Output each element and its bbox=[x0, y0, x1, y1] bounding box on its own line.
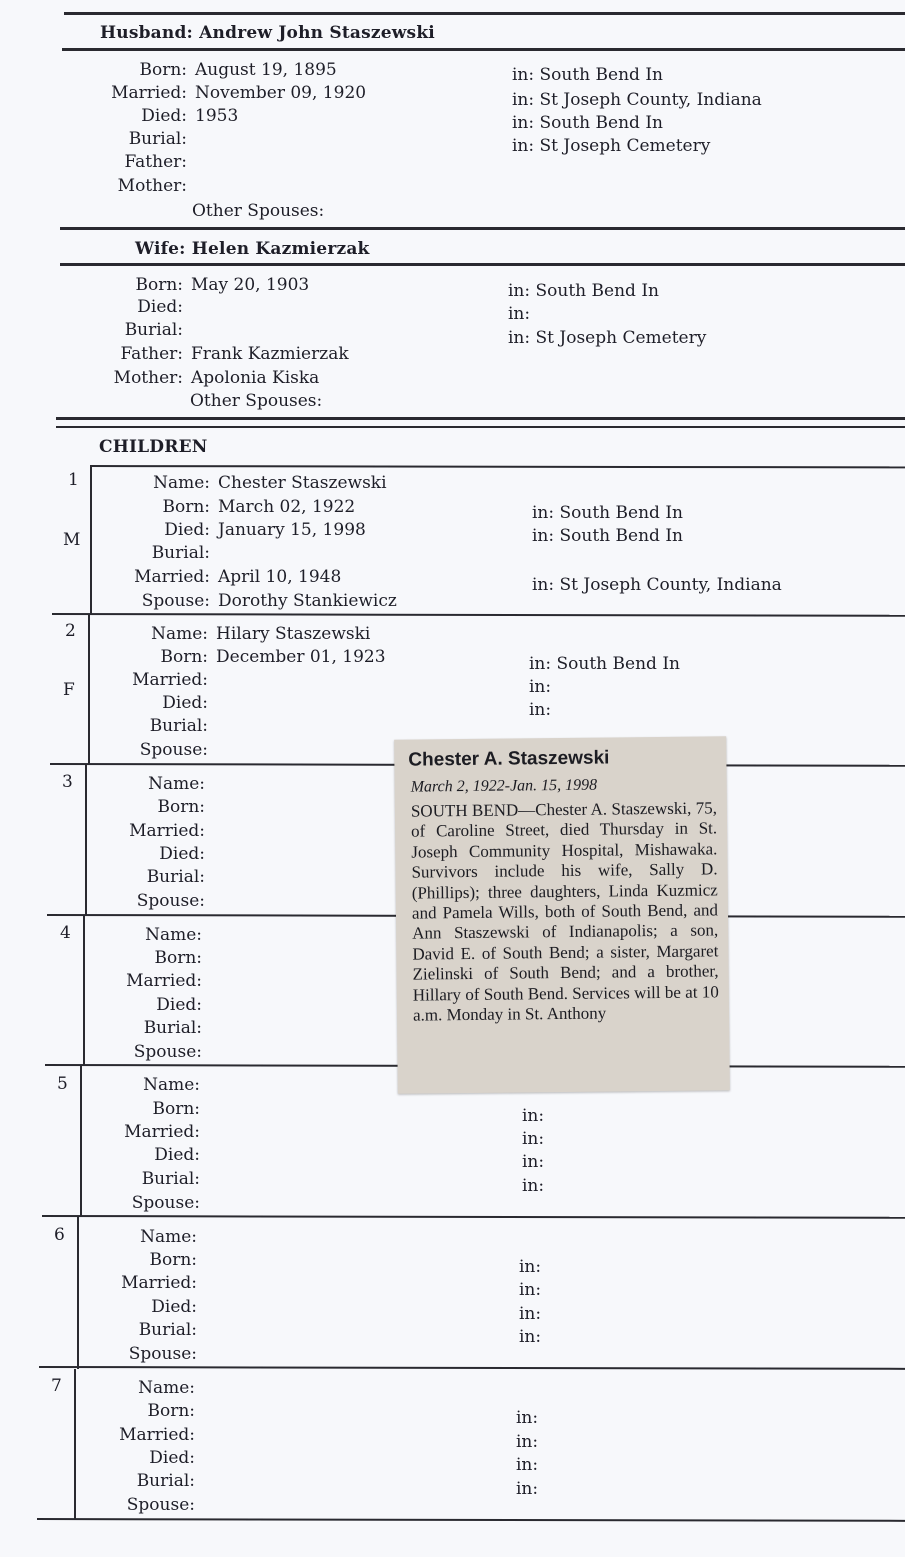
child-married: April 10, 1948 bbox=[218, 567, 342, 587]
child-label: Burial: bbox=[138, 1320, 197, 1340]
child-label: Born: bbox=[157, 797, 205, 817]
child-spouse: Dorothy Stankiewicz bbox=[218, 591, 397, 611]
child-label: Died: bbox=[149, 1448, 195, 1468]
husband-born-label: Born: bbox=[139, 60, 187, 80]
wife-top-rule bbox=[60, 227, 905, 230]
husband-died-label: Died: bbox=[141, 106, 187, 126]
child-place: in: bbox=[519, 1327, 542, 1347]
children-top-rule bbox=[56, 417, 905, 420]
child-label: Burial: bbox=[143, 1018, 202, 1038]
child-label: Name: bbox=[151, 624, 208, 644]
children-number-divider bbox=[85, 765, 87, 915]
wife-born-place: in: South Bend In bbox=[508, 281, 659, 301]
obituary-title: Chester A. Staszewski bbox=[408, 747, 610, 771]
husband-died-value: 1953 bbox=[195, 106, 239, 126]
child-label: Died: bbox=[159, 844, 205, 864]
obituary-dates: March 2, 1922-Jan. 15, 1998 bbox=[410, 776, 598, 796]
child-place: in: bbox=[516, 1408, 539, 1428]
children-bottom-rule bbox=[37, 1518, 905, 1522]
husband-burial-label: Burial: bbox=[128, 129, 187, 149]
child-place: in: bbox=[529, 700, 552, 720]
child-label: Married: bbox=[134, 567, 210, 587]
children-number-divider bbox=[74, 1369, 76, 1519]
child-label: Burial: bbox=[146, 867, 205, 887]
child-number: 1 bbox=[68, 470, 79, 490]
child-place: in: bbox=[522, 1129, 545, 1149]
child-label: Name: bbox=[153, 473, 210, 493]
children-number-divider bbox=[83, 915, 85, 1065]
child-place: in: South Bend In bbox=[532, 526, 683, 546]
child-sex: F bbox=[63, 680, 75, 700]
child-label: Burial: bbox=[149, 716, 208, 736]
child-label: Born: bbox=[152, 1099, 200, 1119]
husband-married-value: November 09, 1920 bbox=[195, 83, 367, 103]
child-label: Name: bbox=[143, 1075, 200, 1095]
children-number-divider bbox=[90, 465, 92, 615]
child-name: Hilary Staszewski bbox=[216, 624, 371, 644]
child-label: Burial: bbox=[151, 543, 210, 563]
child-label: Married: bbox=[132, 670, 208, 690]
child-label: Burial: bbox=[136, 1471, 195, 1491]
child-label: Died: bbox=[154, 1145, 200, 1165]
child-label: Spouse: bbox=[131, 1193, 200, 1213]
child-row-rule bbox=[90, 465, 905, 468]
wife-father-label: Father: bbox=[120, 344, 183, 364]
child-label: Born: bbox=[147, 1401, 195, 1421]
child-number: 6 bbox=[54, 1225, 65, 1245]
husband-name: Andrew John Staszewski bbox=[199, 23, 435, 43]
child-born: March 02, 1922 bbox=[218, 497, 356, 517]
wife-other-spouses: Other Spouses: bbox=[190, 391, 323, 411]
child-label: Name: bbox=[140, 1227, 197, 1247]
child-place: in: bbox=[516, 1432, 539, 1452]
child-label: Died: bbox=[162, 693, 208, 713]
child-place: in: bbox=[519, 1304, 542, 1324]
wife-burial-label: Burial: bbox=[124, 320, 183, 340]
wife-mother-value: Apolonia Kiska bbox=[191, 368, 320, 388]
child-place: in: bbox=[519, 1280, 542, 1300]
child-died: January 15, 1998 bbox=[218, 520, 366, 540]
child-label: Married: bbox=[129, 821, 205, 841]
child-born: December 01, 1923 bbox=[216, 647, 386, 667]
child-label: Spouse: bbox=[128, 1344, 197, 1364]
husband-other-spouses: Other Spouses: bbox=[192, 201, 325, 221]
husband-married-place: in: St Joseph County, Indiana bbox=[512, 90, 762, 110]
child-label: Married: bbox=[121, 1273, 197, 1293]
child-label: Spouse: bbox=[133, 1042, 202, 1062]
child-place: in: bbox=[519, 1257, 542, 1277]
children-number-divider bbox=[80, 1065, 82, 1217]
wife-heading: Wife: Helen Kazmierzak bbox=[135, 239, 370, 259]
child-place: in: bbox=[522, 1152, 545, 1172]
child-label: Married: bbox=[126, 971, 202, 991]
husband-married-label: Married: bbox=[111, 83, 187, 103]
husband-heading: Husband: Andrew John Staszewski bbox=[100, 23, 435, 43]
husband-burial-place: in: St Joseph Cemetery bbox=[512, 136, 711, 156]
wife-born-value: May 20, 1903 bbox=[191, 275, 310, 295]
husband-mother-label: Mother: bbox=[117, 176, 187, 196]
wife-rule bbox=[60, 263, 905, 266]
child-place: in: South Bend In bbox=[532, 503, 683, 523]
obituary-clipping bbox=[394, 736, 730, 1093]
child-label: Born: bbox=[160, 647, 208, 667]
child-label: Married: bbox=[119, 1425, 195, 1445]
child-sex: M bbox=[63, 530, 81, 550]
child-label: Spouse: bbox=[141, 591, 210, 611]
wife-name: Helen Kazmierzak bbox=[191, 239, 370, 259]
child-row-rule bbox=[42, 1215, 905, 1219]
child-label: Died: bbox=[164, 520, 210, 540]
wife-died-label: Died: bbox=[137, 297, 183, 317]
child-number: 3 bbox=[62, 772, 73, 792]
child-label: Died: bbox=[151, 1297, 197, 1317]
child-number: 4 bbox=[60, 923, 71, 943]
child-label: Spouse: bbox=[126, 1495, 195, 1515]
child-label: Born: bbox=[162, 497, 210, 517]
child-number: 5 bbox=[57, 1074, 68, 1094]
wife-mother-label: Mother: bbox=[113, 368, 183, 388]
child-label: Died: bbox=[156, 995, 202, 1015]
children-number-divider bbox=[88, 615, 90, 765]
husband-born-place: in: South Bend In bbox=[512, 65, 663, 85]
husband-father-label: Father: bbox=[124, 152, 187, 172]
wife-burial-place: in: St Joseph Cemetery bbox=[508, 328, 707, 348]
child-label: Burial: bbox=[141, 1169, 200, 1189]
child-place: in: bbox=[522, 1176, 545, 1196]
top-rule bbox=[64, 12, 905, 15]
child-row-rule bbox=[52, 613, 905, 617]
children-heading: CHILDREN bbox=[99, 437, 208, 457]
child-number: 7 bbox=[51, 1376, 62, 1396]
child-place: in: bbox=[516, 1455, 539, 1475]
child-number: 2 bbox=[65, 621, 76, 641]
wife-father-value: Frank Kazmierzak bbox=[191, 344, 349, 364]
child-label: Born: bbox=[154, 948, 202, 968]
child-place: in: bbox=[516, 1479, 539, 1499]
child-row-rule bbox=[39, 1366, 905, 1370]
obituary-body: SOUTH BEND—Chester A. Staszewski, 75, of Caroline Street, died Thursday in St. Joseph Community Hospital, Mishawaka. Survivors include his wife, Sally D. (Phillips); three daughters, Linda Kuzmicz and Pamela Wills, both of South Bend, and Ann Staszewski of Indianapolis; a son, David E. of South Bend; a sister, Margaret Zielinski of South Bend; and a brother, Hillary of South Bend. Services will be at 10 a.m. Monday in St. Anthony bbox=[410, 798, 719, 1025]
child-label: Name: bbox=[145, 925, 202, 945]
child-place: in: St Joseph County, Indiana bbox=[532, 575, 782, 595]
wife-born-label: Born: bbox=[135, 275, 183, 295]
husband-rule bbox=[62, 48, 905, 51]
child-place: in: bbox=[529, 677, 552, 697]
husband-died-place: in: South Bend In bbox=[512, 113, 663, 133]
child-label: Married: bbox=[124, 1122, 200, 1142]
child-label: Spouse: bbox=[136, 891, 205, 911]
child-place: in: South Bend In bbox=[529, 654, 680, 674]
husband-born-value: August 19, 1895 bbox=[195, 60, 337, 80]
wife-died-place: in: bbox=[508, 304, 531, 324]
child-label: Name: bbox=[138, 1378, 195, 1398]
child-label: Name: bbox=[148, 774, 205, 794]
child-place: in: bbox=[522, 1106, 545, 1126]
child-label: Spouse: bbox=[139, 740, 208, 760]
child-label: Born: bbox=[149, 1250, 197, 1270]
children-number-divider bbox=[77, 1217, 79, 1369]
child-name: Chester Staszewski bbox=[218, 473, 387, 493]
children-second-rule bbox=[56, 426, 905, 428]
